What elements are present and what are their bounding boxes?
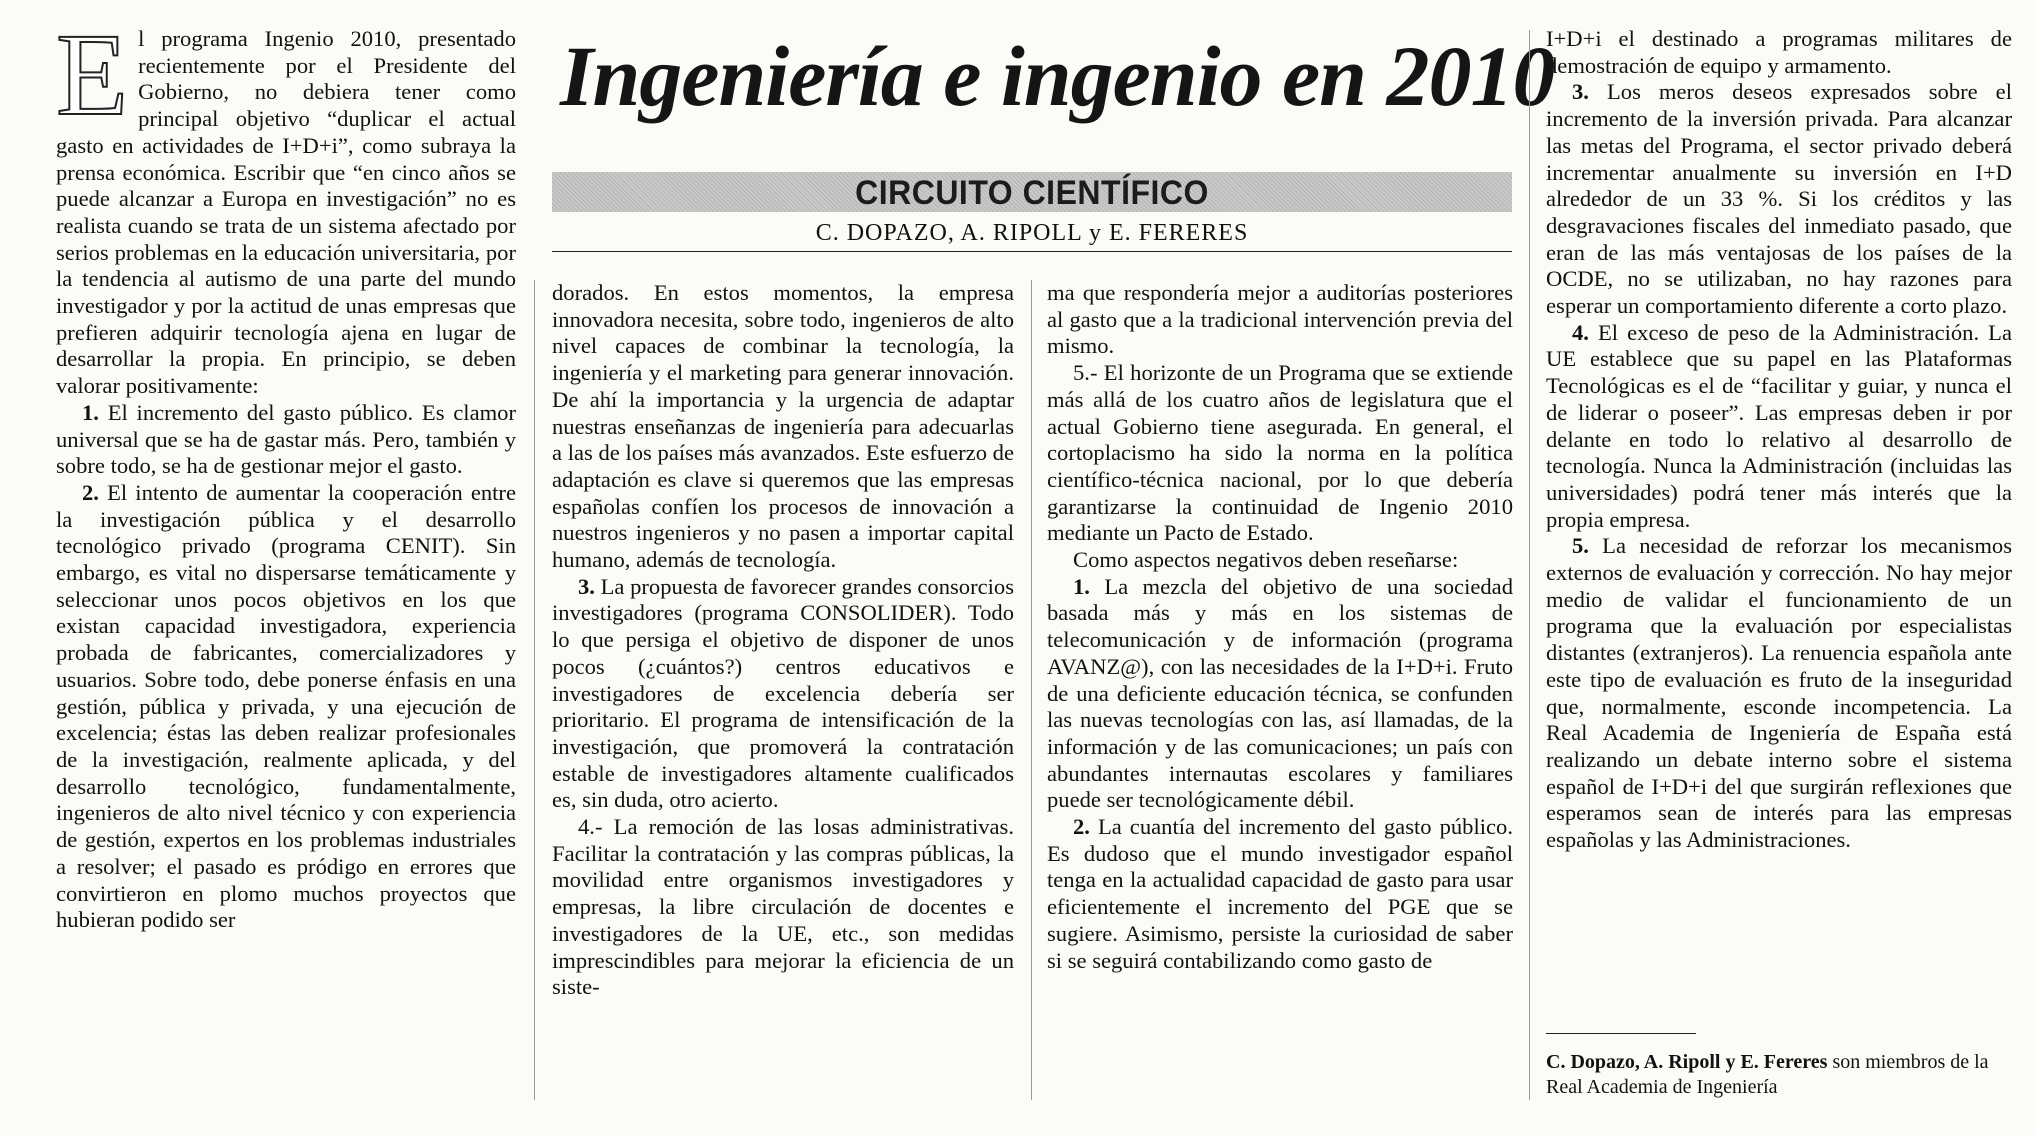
paragraph-text: El incremento del gasto público. Es clamor universal que se ha de gastar más. Pero, también y sobre todo, se ha de gestionar mejor el gasto. xyxy=(56,399,516,479)
point-paragraph xyxy=(552,574,1014,814)
section-title: CIRCUITO CIENTÍFICO xyxy=(855,172,1209,211)
point-paragraph xyxy=(1047,360,1513,547)
point-paragraph xyxy=(1047,574,1513,814)
point-paragraph xyxy=(1546,79,2012,319)
author-footnote xyxy=(1546,1050,2012,1100)
article-column-4 xyxy=(1546,26,2012,854)
paragraph-text: 5.- El horizonte de un Programa que se extiende más allá de los cuatro años de legislatura que el actual Gobierno tiene asegurada. En general, el cortoplacismo ha sido la norma en la política científico-técnica nacional, por lo que debería garantizarse la continuidad de Ingenio 2010 mediante un Pacto de Estado. xyxy=(1047,360,1513,546)
article-column-1 xyxy=(56,9,516,934)
footnote-text: son miembros de la Real Academia de Ingeniería xyxy=(1546,1051,1989,1098)
paragraph-text: El intento de aumentar la cooperación entre la investigación pública y el desarrollo tecnológico privado (programa CENIT). Sin embargo, es vital no dispersarse temáticamente y seleccionar unos pocos objetivos en los que existan capacidad investigadora, experiencia probada de fabricantes, comercializadores y usuarios. Sobre todo, debe ponerse énfasis en una gestión, pública y privada, y una ejecución de excelencia; éstas las deben realizar profesionales de la investigación, realmente aplicada, y del desarrollo tecnológico, fundamentalmente, ingenieros de alto nivel técnico y con experiencia de gestión, expertos en los problemas industriales a resolver; el pasado es pródigo en errores que convirtieron en plomo muchos proyectos que hubieran podido ser xyxy=(56,479,516,933)
point-number: 1. xyxy=(82,399,99,425)
footnote-authors: C. Dopazo, A. Ripoll y E. Fereres xyxy=(1546,1051,1828,1073)
point-number: 1. xyxy=(1073,573,1090,599)
paragraph-text: ma que respondería mejor a auditorías posteriores al gasto que a la tradicional intervención previa del mismo. xyxy=(1047,280,1513,359)
point-number: 3. xyxy=(578,573,595,599)
headline: Ingeniería e ingenio en 2010 xyxy=(560,28,1555,124)
point-paragraph xyxy=(1546,533,2012,853)
paragraph xyxy=(1047,547,1513,574)
paragraph-text: La mezcla del objetivo de una sociedad basada más y más en los sistemas de telecomunicación y de información (programa AVANZ@), con las necesidades de la I+D+i. Fruto de una deficiente educación técnica, se confunden las nuevas tecnologías con las, así llamadas, de la información y de las comunicaciones; un país con abundantes internautas escolares y familiares puede ser tecnológicamente débil. xyxy=(1047,573,1513,813)
paragraph-text: l programa Ingenio 2010, presentado recientemente por el Presidente del Gobierno, no debiera tener como principal objetivo “duplicar el actual gasto en actividades de I+D+i”, como subraya la prensa económica. Escribir que “en cinco años se puede alcanzar a Europa en investigación” no es realista cuando se trata de un sistema afectado por serios problemas en la educación universitaria, por la tendencia al autismo de una parte del mundo investigador y por la actitud de unas empresas que prefieren adquirir tecnología ajena en lugar de desarrollar la propia. En principio, se deben valorar positivamente: xyxy=(56,26,516,399)
drop-cap: E xyxy=(56,9,129,140)
paragraph-text: La propuesta de favorecer grandes consorcios investigadores (programa CONSOLIDER). Todo lo que persiga el objetivo de disponer de unos pocos (¿cuántos?) centros educativos e investigadores de excelencia debería ser prioritario. El programa de intensificación de la investigación, que promoverá la contratación estable de investigadores altamente cualificados es, sin duda, otro acierto. xyxy=(552,573,1015,813)
paragraph-text: I+D+i el destinado a programas militares de demostración de equipo y armamento. xyxy=(1546,26,2012,78)
article-column-3 xyxy=(1047,280,1513,974)
column-divider xyxy=(1031,280,1032,1100)
paragraph xyxy=(552,280,1014,574)
point-number: 2. xyxy=(1073,814,1090,840)
paragraph-text: Como aspectos negativos deben reseñarse: xyxy=(1073,547,1459,573)
section-banner xyxy=(552,172,1512,212)
paragraph-text: 4.- La remoción de las losas administrativas. Facilitar la contratación y las compras públicas, la movilidad entre organismos investigadores y empresas, la libre circulación de docentes e investigadores de la UE, etc., son medidas imprescindibles para mejorar la eficiencia de un siste- xyxy=(552,814,1014,1000)
point-paragraph xyxy=(552,814,1014,1001)
column-divider xyxy=(1529,30,1530,1100)
paragraph-text: La necesidad de reforzar los mecanismos externos de evaluación y corrección. No hay mejor medio de validar el funcionamiento de un programa que la evaluación por especialistas distantes (extranjeros). La renuencia española ante este tipo de evaluación es fruto de la inseguridad que, normalmente, esconde incompetencia. La Real Academia de Ingeniería de España está realizando un debate interno sobre el sistema español de I+D+i del que surgirán reflexiones que esperamos sean de interés para las empresas españolas y las Administraciones. xyxy=(1546,533,2012,853)
byline-rule xyxy=(552,251,1512,252)
paragraph-text: El exceso de peso de la Administración. La UE establece que su papel en las Plataformas Tecnológicas es el de “facilitar y guiar, y nunca el de liderar o poseer”. Las empresas deben ir por delante en todo lo relativo al desarrollo de tecnología. Nunca la Administración (incluidas las universidades) podrá tener más interés que la propia empresa. xyxy=(1546,319,2012,532)
article-column-2 xyxy=(552,280,1014,1001)
paragraph-text: Los meros deseos expresados sobre el incremento de la inversión privada. Para alcanzar las metas del Programa, el sector privado deberá incrementar anualmente su inversión en I+D alrededor de un 33 %. Si los créditos y las desgravaciones fiscales del inmediato pasado, que eran de las más ventajosas de los países de la OCDE, no se utilizaban, no hay razones para esperar un comportamiento diferente a corto plazo. xyxy=(1546,79,2012,319)
point-paragraph xyxy=(1546,320,2012,534)
point-number: 3. xyxy=(1572,79,1589,105)
point-number: 4. xyxy=(1572,319,1589,345)
paragraph xyxy=(1546,26,2012,79)
point-paragraph xyxy=(1047,814,1513,974)
point-number: 2. xyxy=(82,479,99,505)
footnote-rule xyxy=(1546,1033,1696,1034)
column-divider xyxy=(534,280,535,1100)
paragraph-text: La cuantía del incremento del gasto público. Es dudoso que el mundo investigador español tenga en la actualidad capacidad de gasto para usar eficientemente el incremento del PGE que se sugiere. Asimismo, persiste la curiosidad de saber si se seguirá contabilizando como gasto de xyxy=(1047,814,1513,973)
point-paragraph xyxy=(56,480,516,934)
paragraph-text: dorados. En estos momentos, la empresa innovadora necesita, sobre todo, ingenieros de alto nivel capaces de combinar la tecnología, la ingeniería y el marketing para generar innovación. De ahí la importancia y la urgencia de adaptar nuestras enseñanzas de ingeniería para adecuarlas a las de los países más avanzados. Este esfuerzo de adaptación es clave si queremos que las empresas españolas confíen los procesos de innovación a nuestros ingenieros y no pasen a importar capital humano, además de tecnología. xyxy=(552,280,1014,573)
point-paragraph xyxy=(56,400,516,480)
point-number: 5. xyxy=(1572,533,1589,559)
paragraph xyxy=(1047,280,1513,360)
byline: C. DOPAZO, A. RIPOLL y E. FERERES xyxy=(815,220,1249,246)
